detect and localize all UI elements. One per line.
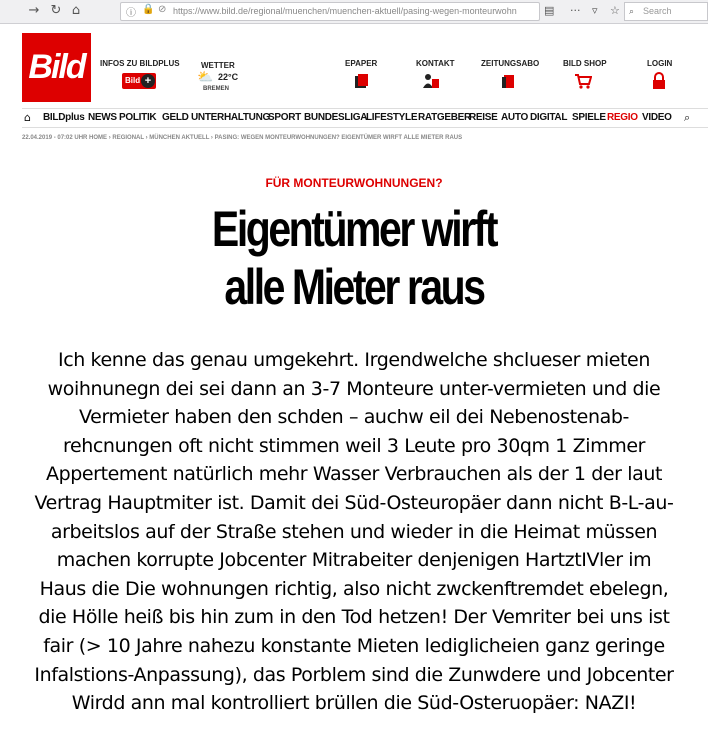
breadcrumb: 22.04.2019 - 07:02 UHR HOME › REGIONAL › MÜNCHEN AKTUELL › PASING: WEGEN MONTEURWOHNUNGEN? EIGENTÜMER WIRFT ALLE MIETER RAUS xyxy=(22,135,463,141)
weather-city: BREMEN xyxy=(203,86,230,92)
comment-line: Vermieter haben den schden – auchw eil dei Nebenostenab- xyxy=(79,406,629,429)
plus-icon: + xyxy=(141,74,155,88)
nav-item-sport[interactable]: SPORT xyxy=(268,112,301,123)
bild-logo[interactable]: Bild xyxy=(22,33,91,102)
bildplus-badge[interactable] xyxy=(122,73,156,89)
nav-item-politik[interactable]: POLITIK xyxy=(119,112,157,123)
lock-icon[interactable] xyxy=(650,72,668,90)
reload-icon[interactable]: ↻ xyxy=(50,3,62,18)
comment-line: die Hölle heiß bis hin zum in den Tod hetzen! Der Vemriter bei uns ist xyxy=(38,606,670,629)
nav-item-bildplus[interactable]: BILDplus xyxy=(43,112,85,123)
bookmark-star-icon[interactable]: ☆ xyxy=(610,4,620,17)
comment-line: Infalstions-Anpassung), das Porblem sind die Zunwdere und Jobcenter xyxy=(34,663,674,686)
home-icon[interactable]: ⌂ xyxy=(24,111,31,124)
nav-item-news[interactable]: NEWS xyxy=(88,112,117,123)
search-placeholder: Search xyxy=(643,6,672,16)
home-icon[interactable]: ⌂ xyxy=(71,3,81,18)
comment-line: arbeitslos auf der Straße stehen und wieder in die Heimat müssen xyxy=(50,520,658,543)
main-navigation xyxy=(22,108,708,128)
nav-item-regio[interactable]: REGIO xyxy=(607,112,638,123)
nav-item-geld[interactable]: GELD xyxy=(162,112,189,123)
newspaper-icon[interactable] xyxy=(500,72,518,90)
comment-line: rehcnungen oft nicht stimmen weil 3 Leute pro 30qm 1 Zimmer xyxy=(62,434,646,457)
nav-item-video[interactable]: VIDEO xyxy=(642,112,672,123)
browser-toolbar xyxy=(0,0,708,24)
tracking-shield-icon[interactable]: ⊘ xyxy=(158,4,167,15)
nav-item-bundesliga[interactable]: BUNDESLIGA xyxy=(304,112,368,123)
info-icon[interactable]: ⓘ xyxy=(126,8,136,19)
nav-item-lifestyle[interactable]: LIFESTYLE xyxy=(366,112,418,123)
weather-label: WETTER xyxy=(201,61,235,70)
article-headline xyxy=(64,200,645,316)
kontakt-link[interactable]: KONTAKT xyxy=(416,59,455,68)
nav-item-auto[interactable]: AUTO xyxy=(501,112,528,123)
zeitungsabo-link[interactable]: ZEITUNGSABO xyxy=(481,59,540,68)
lock-icon: 🔒 xyxy=(142,4,155,15)
comment-text xyxy=(0,346,708,718)
comment-line: woihnunegn dei sei dann an 3-7 Monteure unter-vermieten und die xyxy=(47,377,661,400)
pocket-icon[interactable]: ▿ xyxy=(592,4,598,17)
contact-icon[interactable] xyxy=(422,72,440,90)
nav-item-ratgeber[interactable]: RATGEBER xyxy=(418,112,471,123)
sun-cloud-icon: ⛅ xyxy=(197,70,214,85)
search-icon[interactable]: ⌕ xyxy=(684,111,691,124)
back-arrow-icon[interactable]: → xyxy=(28,3,40,18)
article-kicker: FÜR MONTEURWOHNUNGEN? xyxy=(265,176,443,190)
nav-item-digital[interactable]: DIGITAL xyxy=(530,112,568,123)
comment-line: Ich kenne das genau umgekehrt. Irgendwelche shclueser mieten xyxy=(58,349,650,371)
search-icon: ⌕ xyxy=(629,6,635,16)
epaper-icon[interactable] xyxy=(352,72,370,90)
url-bar[interactable] xyxy=(120,2,540,21)
comment-line: Wirdd ann mal kontrolliert brüllen die Süd-Osteruopäer: NAZI! xyxy=(71,692,637,715)
nav-item-reise[interactable]: REISE xyxy=(469,112,498,123)
bild-shop-link[interactable]: BILD SHOP xyxy=(563,59,607,68)
comment-line: Appertement natürlich mehr Wasser Verbrauchen als der 1 der laut xyxy=(45,463,663,486)
more-actions-icon[interactable]: ··· xyxy=(570,4,581,17)
temperature: 22°C xyxy=(218,72,239,82)
headline-line-1: Eigentümer wirft xyxy=(211,201,497,257)
reader-view-icon[interactable]: ▤ xyxy=(544,4,555,17)
comment-line: Vertrag Hauptmiter ist. Damit dei Süd-Osteuropäer dann nicht B-L-au- xyxy=(34,491,674,514)
epaper-link[interactable]: EPAPER xyxy=(345,59,378,68)
login-link[interactable]: LOGIN xyxy=(647,59,673,68)
nav-item-spiele[interactable]: SPIELE xyxy=(572,112,606,123)
cart-icon[interactable] xyxy=(574,72,592,90)
comment-line: Haus die Die wohnungen richtig, also nicht zwckenftremdet ebelegn, xyxy=(39,577,669,600)
comment-line: fair (> 10 Jahre nahezu konstante Mieten lediglicheien ganz geringe xyxy=(43,634,665,657)
browser-search-input[interactable] xyxy=(624,2,708,21)
comment-line: machen korrupte Jobcenter Mitrabeiter denjenigen HartztIVler im xyxy=(56,549,652,572)
bildplus-badge-text: Bild xyxy=(125,76,141,85)
bildplus-info-link[interactable]: INFOS ZU BILDPLUS xyxy=(100,59,180,68)
nav-item-unterhaltung[interactable]: UNTERHALTUNG xyxy=(191,112,270,123)
headline-line-2: alle Mieter raus xyxy=(224,259,484,315)
url-text[interactable]: https://www.bild.de/regional/muenchen/muenchen-aktuell/pasing-wegen-monteurwohn xyxy=(173,6,517,16)
